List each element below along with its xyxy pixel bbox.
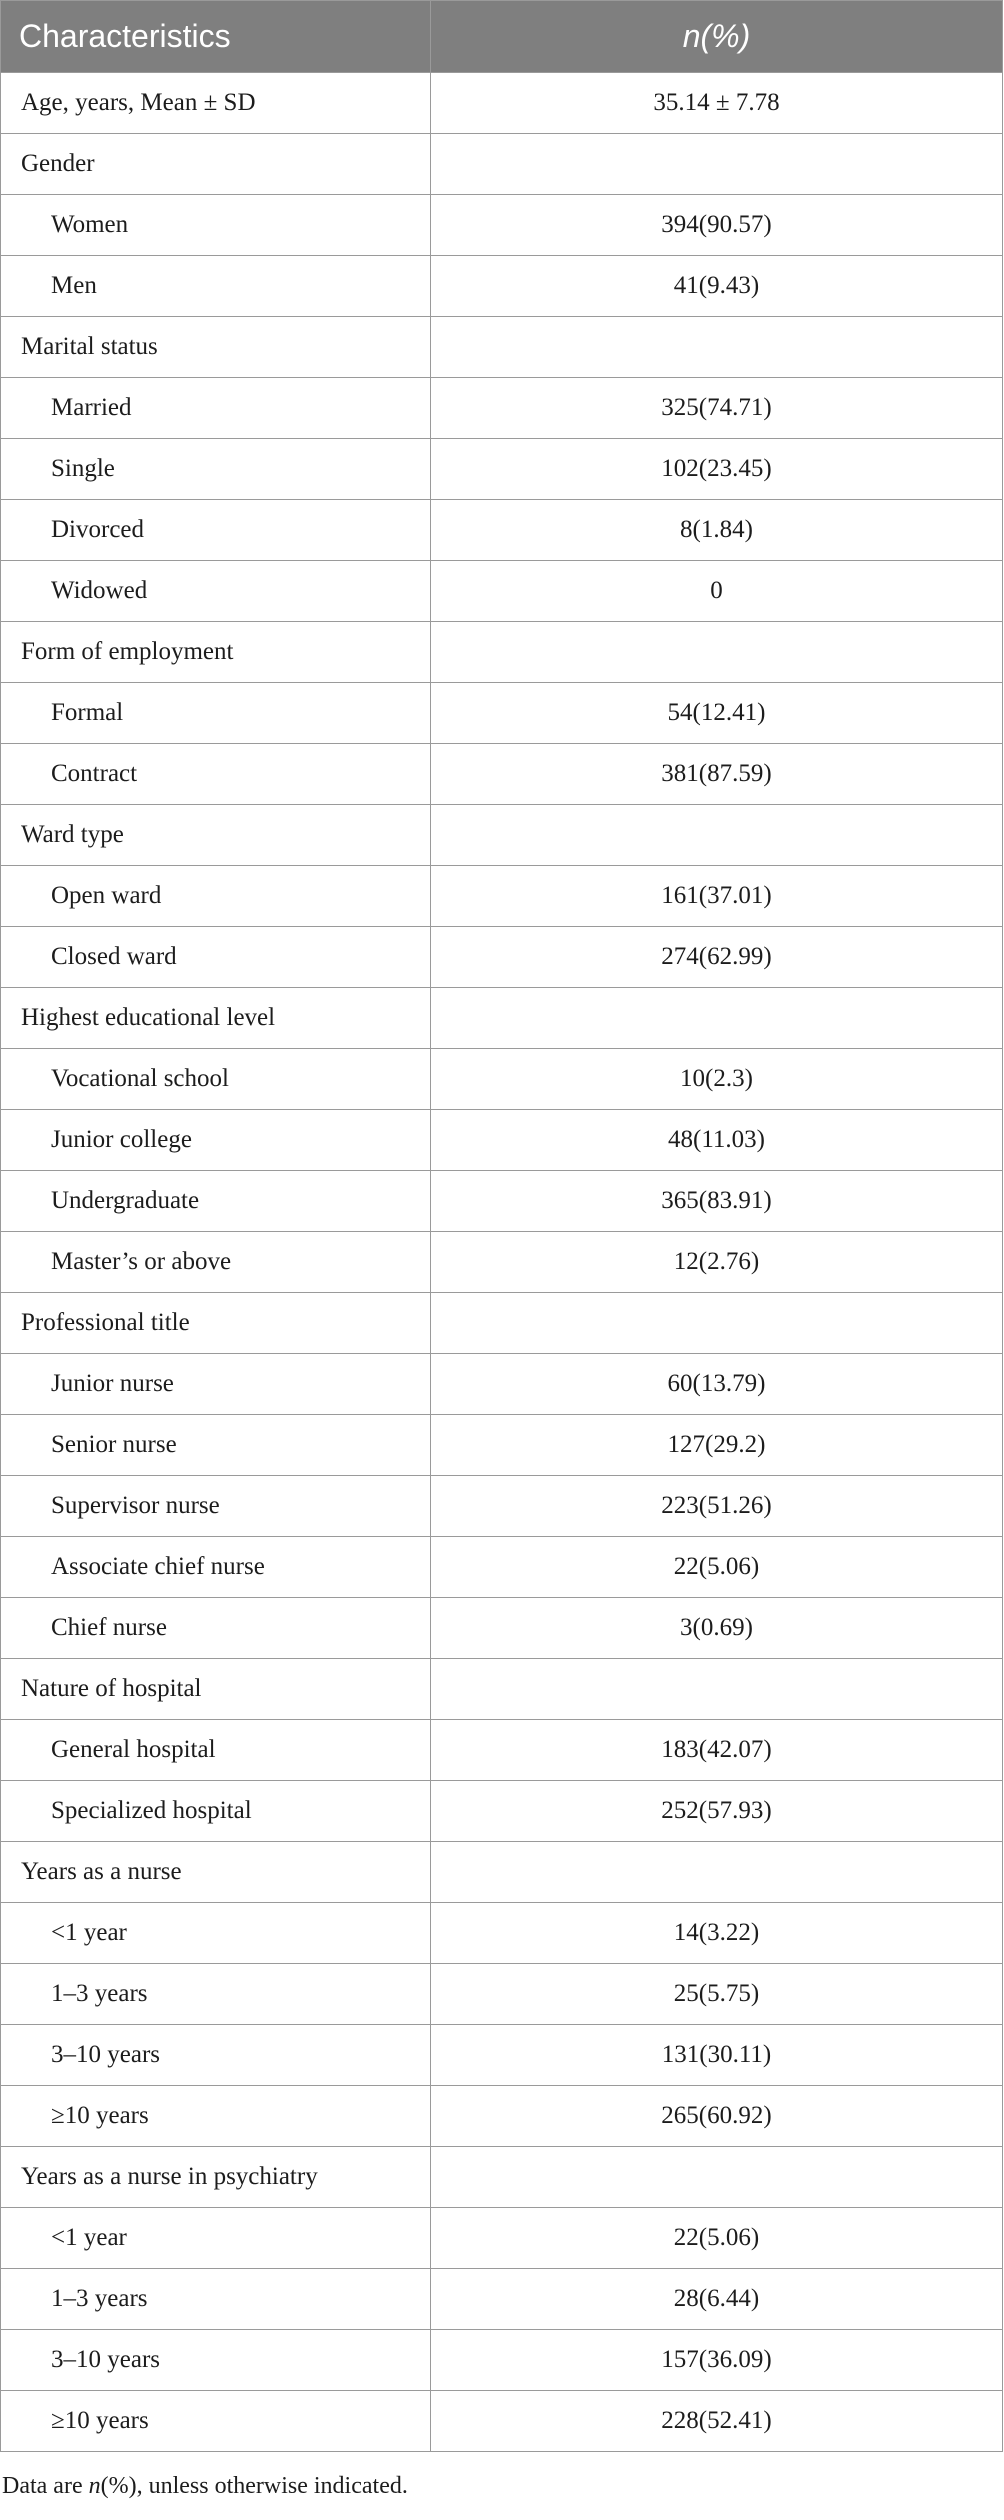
row-label: 1–3 years <box>1 1964 431 2025</box>
row-value: 22(5.06) <box>431 2208 1003 2269</box>
table-group-row <box>1 1842 1003 1903</box>
row-value: 265(60.92) <box>431 2086 1003 2147</box>
footnote-italic: n <box>88 2473 101 2499</box>
table-row <box>1 1781 1003 1842</box>
row-label: Age, years, Mean ± SD <box>1 73 431 134</box>
row-value: 12(2.76) <box>431 1232 1003 1293</box>
row-label: 3–10 years <box>1 2330 431 2391</box>
table-row <box>1 2025 1003 2086</box>
table-group-row <box>1 73 1003 134</box>
table-row <box>1 744 1003 805</box>
row-value: 157(36.09) <box>431 2330 1003 2391</box>
row-label: Widowed <box>1 561 431 622</box>
row-label: Vocational school <box>1 1049 431 1110</box>
row-label: ≥10 years <box>1 2086 431 2147</box>
row-label: Chief nurse <box>1 1598 431 1659</box>
row-value: 102(23.45) <box>431 439 1003 500</box>
row-value: 228(52.41) <box>431 2391 1003 2452</box>
table-row <box>1 1476 1003 1537</box>
row-label: Supervisor nurse <box>1 1476 431 1537</box>
row-value: 394(90.57) <box>431 195 1003 256</box>
row-value: 35.14 ± 7.78 <box>431 73 1003 134</box>
table-footnote <box>2 2473 408 2500</box>
table-row <box>1 1415 1003 1476</box>
row-label: Closed ward <box>1 927 431 988</box>
row-label: Years as a nurse in psychiatry <box>1 2147 431 2208</box>
column-header-n-percent: n(%) <box>431 1 1003 73</box>
table-row <box>1 1598 1003 1659</box>
row-value: 60(13.79) <box>431 1354 1003 1415</box>
row-value <box>431 1293 1003 1354</box>
row-value: 10(2.3) <box>431 1049 1003 1110</box>
table-row <box>1 927 1003 988</box>
row-value <box>431 1659 1003 1720</box>
table-row <box>1 2269 1003 2330</box>
row-value: 365(83.91) <box>431 1171 1003 1232</box>
row-value: 252(57.93) <box>431 1781 1003 1842</box>
row-value <box>431 1842 1003 1903</box>
table-row <box>1 1964 1003 2025</box>
row-value <box>431 805 1003 866</box>
row-value: 161(37.01) <box>431 866 1003 927</box>
table-group-row <box>1 622 1003 683</box>
table-row <box>1 1537 1003 1598</box>
row-value: 22(5.06) <box>431 1537 1003 1598</box>
table-group-row <box>1 1659 1003 1720</box>
row-label: Gender <box>1 134 431 195</box>
table-row <box>1 561 1003 622</box>
row-value: 325(74.71) <box>431 378 1003 439</box>
table-group-row <box>1 805 1003 866</box>
row-value: 8(1.84) <box>431 500 1003 561</box>
row-value: 41(9.43) <box>431 256 1003 317</box>
table-row <box>1 2391 1003 2452</box>
footnote-suffix: (%), unless otherwise indicated. <box>100 2473 408 2499</box>
row-label: Single <box>1 439 431 500</box>
row-label: Open ward <box>1 866 431 927</box>
row-value: 54(12.41) <box>431 683 1003 744</box>
row-label: Years as a nurse <box>1 1842 431 1903</box>
row-label: <1 year <box>1 2208 431 2269</box>
row-value: 48(11.03) <box>431 1110 1003 1171</box>
row-label: Junior nurse <box>1 1354 431 1415</box>
row-label: Junior college <box>1 1110 431 1171</box>
row-value <box>431 134 1003 195</box>
row-value <box>431 317 1003 378</box>
row-value <box>431 622 1003 683</box>
footnote-prefix: Data are <box>2 2473 89 2499</box>
table-row <box>1 195 1003 256</box>
table-row <box>1 683 1003 744</box>
row-label: Women <box>1 195 431 256</box>
table-row <box>1 2086 1003 2147</box>
table-body <box>1 73 1003 2452</box>
table-row <box>1 2208 1003 2269</box>
row-label: Undergraduate <box>1 1171 431 1232</box>
row-value: 183(42.07) <box>431 1720 1003 1781</box>
table-row <box>1 1049 1003 1110</box>
table-row <box>1 1903 1003 1964</box>
table-row <box>1 1354 1003 1415</box>
table-row <box>1 256 1003 317</box>
table-row <box>1 2330 1003 2391</box>
table-group-row <box>1 1293 1003 1354</box>
table-row <box>1 378 1003 439</box>
row-label: Divorced <box>1 500 431 561</box>
column-header-characteristics: Characteristics <box>1 1 431 73</box>
row-label: Marital status <box>1 317 431 378</box>
table-row <box>1 866 1003 927</box>
row-label: Professional title <box>1 1293 431 1354</box>
row-value: 25(5.75) <box>431 1964 1003 2025</box>
row-value <box>431 988 1003 1049</box>
row-label: <1 year <box>1 1903 431 1964</box>
row-label: 1–3 years <box>1 2269 431 2330</box>
row-label: Formal <box>1 683 431 744</box>
row-label: Men <box>1 256 431 317</box>
row-value: 28(6.44) <box>431 2269 1003 2330</box>
row-label: Married <box>1 378 431 439</box>
row-value: 131(30.11) <box>431 2025 1003 2086</box>
row-label: Master’s or above <box>1 1232 431 1293</box>
row-label: Form of employment <box>1 622 431 683</box>
table-group-row <box>1 988 1003 1049</box>
table-row <box>1 1171 1003 1232</box>
table-group-row <box>1 134 1003 195</box>
table-row <box>1 500 1003 561</box>
row-value <box>431 2147 1003 2208</box>
row-label: General hospital <box>1 1720 431 1781</box>
row-value: 127(29.2) <box>431 1415 1003 1476</box>
table-header-row <box>1 1 1003 73</box>
table-row <box>1 1720 1003 1781</box>
row-value: 3(0.69) <box>431 1598 1003 1659</box>
row-label: 3–10 years <box>1 2025 431 2086</box>
table-group-row <box>1 317 1003 378</box>
row-label: Senior nurse <box>1 1415 431 1476</box>
row-value: 381(87.59) <box>431 744 1003 805</box>
row-label: Specialized hospital <box>1 1781 431 1842</box>
row-label: Associate chief nurse <box>1 1537 431 1598</box>
table-row <box>1 439 1003 500</box>
row-label: Ward type <box>1 805 431 866</box>
row-value: 0 <box>431 561 1003 622</box>
row-label: ≥10 years <box>1 2391 431 2452</box>
table-row <box>1 1110 1003 1171</box>
row-value: 274(62.99) <box>431 927 1003 988</box>
table-row <box>1 1232 1003 1293</box>
row-label: Highest educational level <box>1 988 431 1049</box>
row-label: Nature of hospital <box>1 1659 431 1720</box>
row-value: 14(3.22) <box>431 1903 1003 1964</box>
row-value: 223(51.26) <box>431 1476 1003 1537</box>
table-group-row <box>1 2147 1003 2208</box>
row-label: Contract <box>1 744 431 805</box>
